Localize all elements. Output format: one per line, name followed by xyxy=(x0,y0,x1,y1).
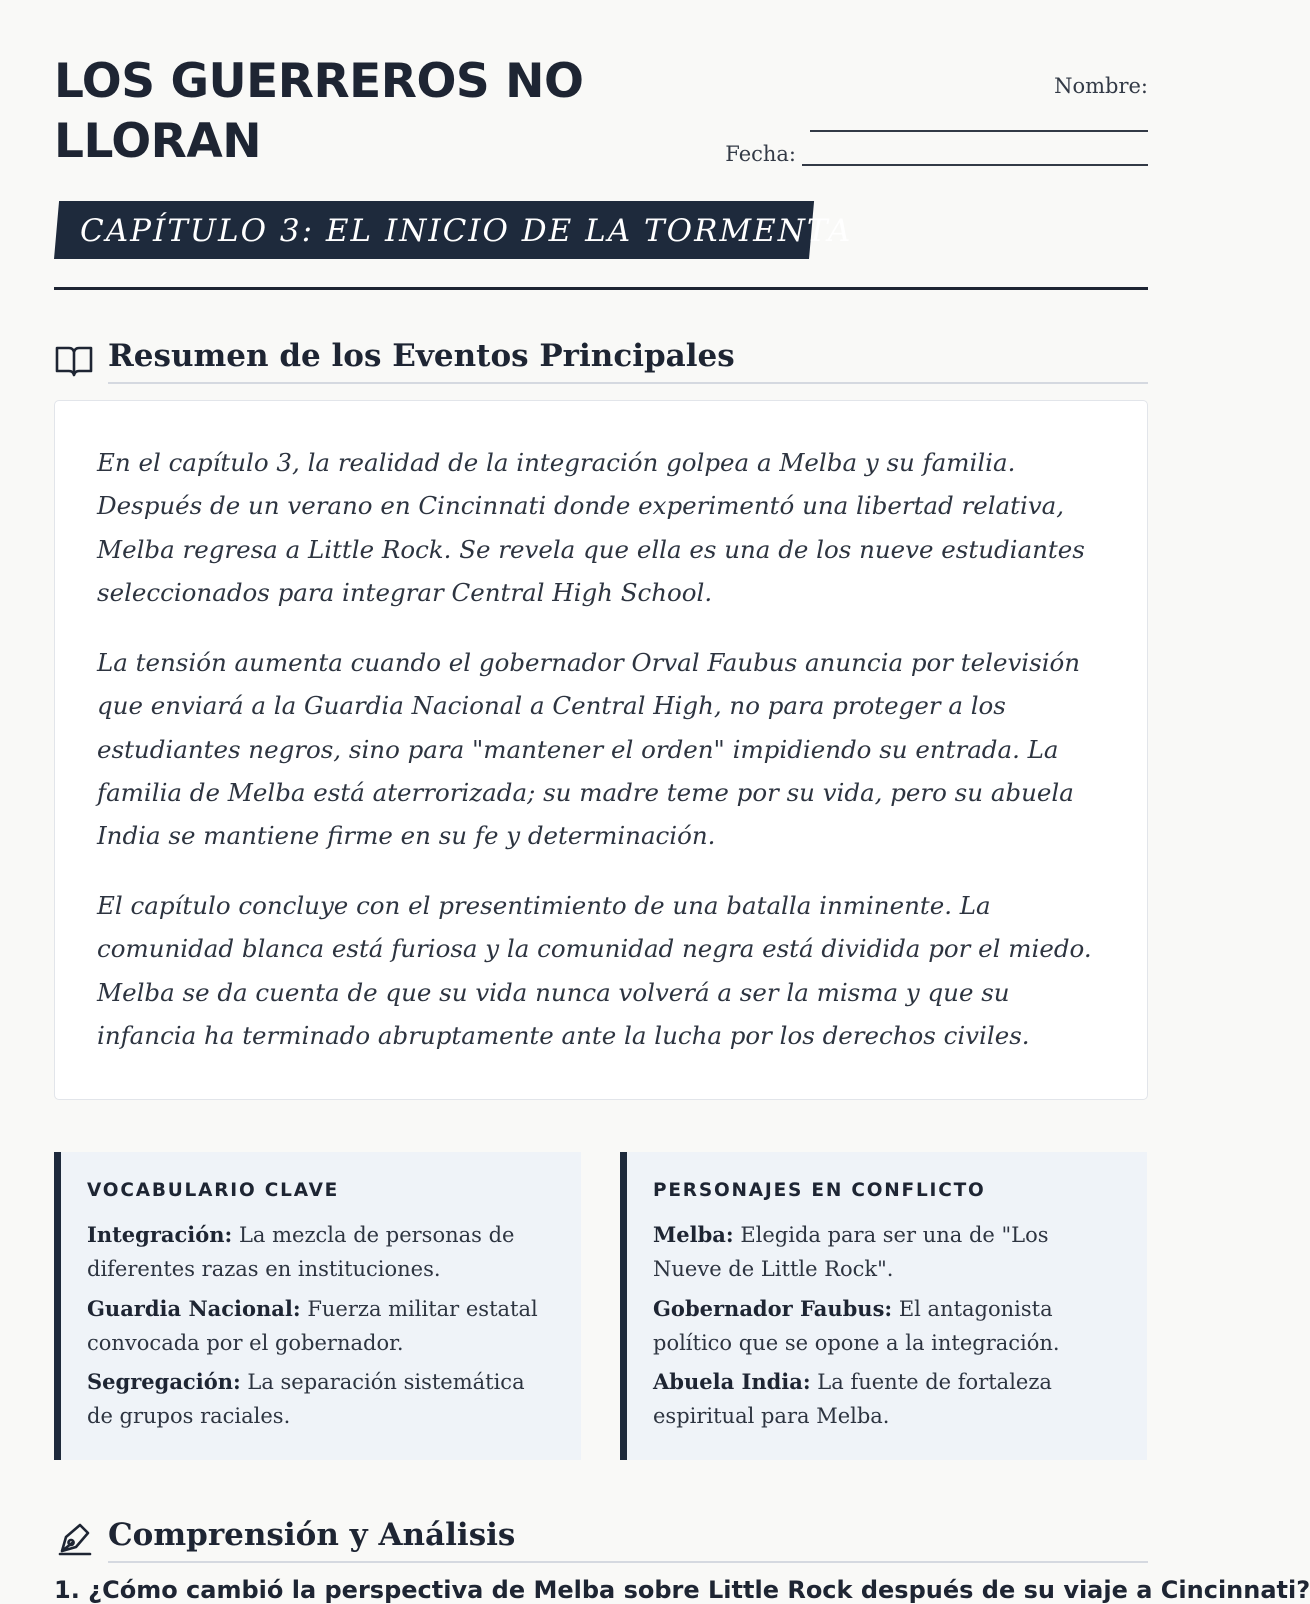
characters-box xyxy=(620,1152,1147,1460)
summary-heading-text: Resumen de los Eventos Principales xyxy=(108,334,1148,384)
analysis-heading xyxy=(54,1513,1148,1563)
date-blank[interactable] xyxy=(802,142,1148,166)
summary-paragraph-3: El capítulo concluye con el presentimiento de una batalla inminente. La comunidad blanca está furiosa y la comunidad negra está dividida por el miedo. Melba se da cuenta de que su vida nunca volverá a ser la misma y que su infancia ha terminado abruptamente ante la lucha por los derechos civiles. xyxy=(97,891,1092,1050)
character-item xyxy=(653,1218,1123,1286)
summary-paragraph-2: La tensión aumenta cuando el gobernador Orval Faubus anuncia por televisión que enviará a la Guardia Nacional a Central High, no para proteger a los estudiantes negros, sino para "mantener el orden" impidiendo su entrada. La familia de Melba está aterrorizada; su madre teme por su vida, pero su abuela India se mantiene firme en su fe y determinación. xyxy=(97,648,1081,851)
character-name: Melba: xyxy=(653,1222,734,1247)
character-description: La fuente de fortaleza espiritual para Melba. xyxy=(653,1370,1052,1428)
name-label: Nombre: xyxy=(1054,74,1148,98)
character-description: El antagonista político que se opone a la integración. xyxy=(653,1297,1060,1355)
vocabulary-item xyxy=(87,1365,557,1433)
character-item xyxy=(653,1292,1123,1360)
vocabulary-item xyxy=(87,1218,557,1286)
character-name: Abuela India: xyxy=(653,1369,811,1394)
character-name: Gobernador Faubus: xyxy=(653,1296,893,1321)
vocabulary-box xyxy=(54,1152,581,1460)
pen-icon xyxy=(54,1519,94,1559)
summary-card xyxy=(54,400,1148,1100)
vocabulary-heading: VOCABULARIO CLAVE xyxy=(87,1180,340,1201)
characters-heading: PERSONAJES EN CONFLICTO xyxy=(653,1180,986,1201)
vocabulary-term: Guardia Nacional: xyxy=(87,1296,301,1321)
analysis-heading-text: Comprensión y Análisis xyxy=(108,1513,1148,1563)
worksheet-title: LOS GUERREROS NO LLORAN xyxy=(54,54,584,169)
question-1: 1. ¿Cómo cambió la perspectiva de Melba sobre Little Rock después de su viaje a Cincinnati? xyxy=(54,1576,1310,1604)
date-label: Fecha: xyxy=(725,142,796,166)
name-blank[interactable] xyxy=(810,108,1148,132)
date-row xyxy=(725,142,1148,166)
open-book-icon xyxy=(54,340,94,380)
vocabulary-term: Segregación: xyxy=(87,1369,241,1394)
vocabulary-definition: La mezcla de personas de diferentes razas en instituciones. xyxy=(87,1223,515,1281)
character-description: Elegida para ser una de "Los Nueve de Little Rock". xyxy=(653,1223,1049,1281)
vocabulary-definition: La separación sistemática de grupos raciales. xyxy=(87,1370,525,1428)
chapter-title: CAPÍTULO 3: EL INICIO DE LA TORMENTA xyxy=(80,213,853,249)
name-line[interactable] xyxy=(810,108,1148,132)
vocabulary-term: Integración: xyxy=(87,1222,233,1247)
summary-paragraph-1: En el capítulo 3, la realidad de la integración golpea a Melba y su familia. Después de un verano en Cincinnati donde experimentó una libertad relativa, Melba regresa a Little Rock. Se revela que ella es una de los nueve estudiantes seleccionados para integrar Central High School. xyxy=(97,448,1085,607)
vocabulary-item xyxy=(87,1292,557,1360)
vocabulary-definition: Fuerza militar estatal convocada por el gobernador. xyxy=(87,1297,538,1355)
name-row xyxy=(1054,74,1148,98)
summary-heading xyxy=(54,334,1148,384)
header-divider xyxy=(54,287,1148,290)
character-item xyxy=(653,1365,1123,1433)
